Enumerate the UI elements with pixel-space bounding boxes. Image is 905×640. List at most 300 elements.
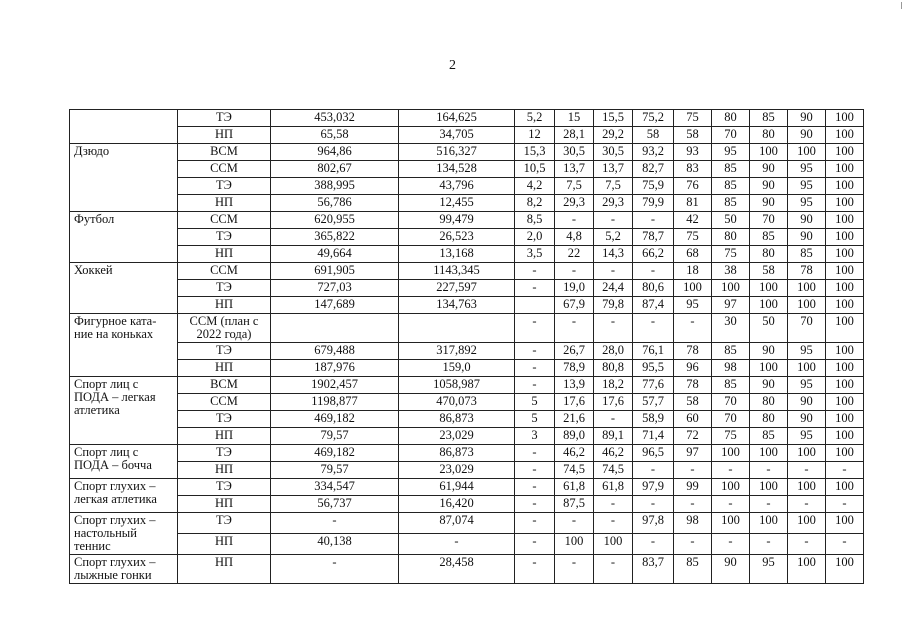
value-cell: 19,0	[555, 280, 594, 297]
value-cell: 28,1	[555, 127, 594, 144]
value-cell: 100	[826, 263, 864, 280]
value-cell: 28,0	[594, 343, 633, 360]
value-cell: 13,7	[594, 161, 633, 178]
value-cell: 89,0	[555, 428, 594, 445]
value-cell: 90	[750, 178, 788, 195]
value-cell: 100	[750, 513, 788, 534]
value-cell: 100	[826, 195, 864, 212]
value-cell: 75	[712, 428, 750, 445]
value-cell: 95	[788, 377, 826, 394]
value-cell: 100	[826, 411, 864, 428]
value-cell: 100	[826, 280, 864, 297]
value-cell: 79,9	[633, 195, 674, 212]
value-cell: 159,0	[399, 360, 515, 377]
value-cell: 46,2	[555, 445, 594, 462]
value-cell: 100	[594, 534, 633, 555]
value-cell: 100	[826, 229, 864, 246]
value-cell: 80	[750, 246, 788, 263]
value-cell: 8,5	[515, 212, 555, 229]
table-row	[70, 127, 864, 144]
value-cell: 100	[788, 280, 826, 297]
value-cell: 100	[788, 360, 826, 377]
value-cell: 26,7	[555, 343, 594, 360]
value-cell: 14,3	[594, 246, 633, 263]
value-cell: 1058,987	[399, 377, 515, 394]
level-cell: ТЭ	[178, 229, 271, 246]
value-cell: 30	[712, 314, 750, 343]
scan-edge-mark	[901, 2, 902, 9]
level-cell: ССМ	[178, 263, 271, 280]
value-cell: 100	[712, 445, 750, 462]
value-cell: 90	[712, 555, 750, 584]
value-cell: -	[788, 534, 826, 555]
value-cell: 1143,345	[399, 263, 515, 280]
value-cell: 187,976	[271, 360, 399, 377]
value-cell: 95,5	[633, 360, 674, 377]
value-cell: 100	[826, 479, 864, 496]
value-cell: 50	[750, 314, 788, 343]
value-cell: 100	[826, 377, 864, 394]
table-row	[70, 513, 864, 534]
value-cell: 100	[788, 144, 826, 161]
value-cell: 79,8	[594, 297, 633, 314]
value-cell: 802,67	[271, 161, 399, 178]
sport-name-cell: Спорт глухих – легкая атлетика	[70, 479, 178, 513]
value-cell: -	[515, 377, 555, 394]
value-cell: 77,6	[633, 377, 674, 394]
value-cell: 691,905	[271, 263, 399, 280]
value-cell: 99,479	[399, 212, 515, 229]
value-cell: 16,420	[399, 496, 515, 513]
value-cell: 76,1	[633, 343, 674, 360]
value-cell: 86,873	[399, 445, 515, 462]
value-cell: 82,7	[633, 161, 674, 178]
value-cell: 75,2	[633, 110, 674, 127]
value-cell: 78	[674, 343, 712, 360]
value-cell: 12	[515, 127, 555, 144]
value-cell: 72	[674, 428, 712, 445]
value-cell: 15,5	[594, 110, 633, 127]
value-cell: 100	[826, 144, 864, 161]
table-row	[70, 496, 864, 513]
value-cell: 100	[788, 513, 826, 534]
table-row	[70, 555, 864, 584]
value-cell: -	[712, 534, 750, 555]
value-cell: 2,0	[515, 229, 555, 246]
value-cell: 85	[712, 178, 750, 195]
value-cell: 470,073	[399, 394, 515, 411]
value-cell: 42	[674, 212, 712, 229]
value-cell: 90	[750, 161, 788, 178]
value-cell: 90	[788, 229, 826, 246]
level-cell: НП	[178, 195, 271, 212]
table-row	[70, 428, 864, 445]
level-cell: НП	[178, 428, 271, 445]
value-cell: 100	[826, 178, 864, 195]
value-cell: 100	[826, 246, 864, 263]
value-cell: 18	[674, 263, 712, 280]
value-cell: 86,873	[399, 411, 515, 428]
value-cell: 43,796	[399, 178, 515, 195]
value-cell: 79,57	[271, 428, 399, 445]
value-cell: 317,892	[399, 343, 515, 360]
value-cell: 100	[750, 297, 788, 314]
value-cell: -	[515, 513, 555, 534]
value-cell: 57,7	[633, 394, 674, 411]
value-cell: -	[594, 555, 633, 584]
value-cell: 85	[750, 229, 788, 246]
value-cell: -	[515, 445, 555, 462]
value-cell: 100	[826, 428, 864, 445]
value-cell: 56,737	[271, 496, 399, 513]
value-cell: 58	[674, 127, 712, 144]
level-cell: ССМ	[178, 161, 271, 178]
value-cell: -	[555, 314, 594, 343]
value-cell: 7,5	[555, 178, 594, 195]
value-cell: 90	[750, 195, 788, 212]
value-cell: -	[594, 212, 633, 229]
value-cell: 46,2	[594, 445, 633, 462]
value-cell: 78,9	[555, 360, 594, 377]
value-cell: -	[515, 343, 555, 360]
value-cell: 75	[712, 246, 750, 263]
data-table	[69, 109, 864, 584]
value-cell: 83,7	[633, 555, 674, 584]
level-cell: НП	[178, 534, 271, 555]
value-cell: 95	[788, 428, 826, 445]
value-cell: 100	[750, 479, 788, 496]
level-cell: ТЭ	[178, 445, 271, 462]
value-cell: 100	[750, 144, 788, 161]
value-cell: 90	[788, 127, 826, 144]
level-cell: ТЭ	[178, 280, 271, 297]
value-cell: 74,5	[555, 462, 594, 479]
sport-name-cell: Спорт глухих – настольный теннис	[70, 513, 178, 555]
value-cell: 95	[750, 555, 788, 584]
value-cell: 29,3	[594, 195, 633, 212]
value-cell: -	[633, 212, 674, 229]
value-cell: -	[712, 462, 750, 479]
value-cell: 727,03	[271, 280, 399, 297]
value-cell: 469,182	[271, 445, 399, 462]
value-cell: 85	[712, 161, 750, 178]
value-cell: 85	[674, 555, 712, 584]
value-cell: 90	[788, 411, 826, 428]
value-cell: 85	[750, 428, 788, 445]
value-cell: -	[826, 462, 864, 479]
value-cell: 60	[674, 411, 712, 428]
value-cell: 90	[788, 394, 826, 411]
table-row	[70, 263, 864, 280]
value-cell: 8,2	[515, 195, 555, 212]
value-cell: -	[515, 263, 555, 280]
value-cell: 4,8	[555, 229, 594, 246]
value-cell: 70	[788, 314, 826, 343]
value-cell: 61,8	[555, 479, 594, 496]
value-cell: 5	[515, 411, 555, 428]
sport-name-cell: Дзюдо	[70, 144, 178, 212]
value-cell: 13,9	[555, 377, 594, 394]
value-cell: 74,5	[594, 462, 633, 479]
value-cell: 334,547	[271, 479, 399, 496]
value-cell: 24,4	[594, 280, 633, 297]
value-cell: -	[788, 496, 826, 513]
value-cell: 97,9	[633, 479, 674, 496]
value-cell: 80	[750, 394, 788, 411]
value-cell: 100	[826, 110, 864, 127]
value-cell: 87,5	[555, 496, 594, 513]
value-cell: 95	[788, 195, 826, 212]
value-cell: -	[555, 555, 594, 584]
value-cell: 12,455	[399, 195, 515, 212]
value-cell: 95	[788, 161, 826, 178]
value-cell: 98	[712, 360, 750, 377]
value-cell: 98	[674, 513, 712, 534]
value-cell: -	[515, 314, 555, 343]
level-cell: НП	[178, 555, 271, 584]
value-cell: 3	[515, 428, 555, 445]
value-cell: 61,8	[594, 479, 633, 496]
value-cell: -	[750, 462, 788, 479]
value-cell: 100	[826, 297, 864, 314]
table-row	[70, 479, 864, 496]
value-cell: 75	[674, 229, 712, 246]
value-cell: 100	[826, 555, 864, 584]
value-cell: -	[674, 496, 712, 513]
value-cell: 30,5	[555, 144, 594, 161]
level-cell: НП	[178, 297, 271, 314]
value-cell: 58,9	[633, 411, 674, 428]
value-cell: -	[515, 534, 555, 555]
level-cell: НП	[178, 127, 271, 144]
value-cell: 85	[712, 195, 750, 212]
level-cell: ТЭ	[178, 110, 271, 127]
value-cell: 80	[750, 127, 788, 144]
value-cell: 90	[788, 110, 826, 127]
value-cell: 100	[826, 212, 864, 229]
value-cell: 80	[712, 229, 750, 246]
value-cell: 469,182	[271, 411, 399, 428]
value-cell: 100	[826, 161, 864, 178]
value-cell: 22	[555, 246, 594, 263]
value-cell: 95	[788, 178, 826, 195]
value-cell: -	[674, 314, 712, 343]
value-cell: 15,3	[515, 144, 555, 161]
value-cell: 58	[750, 263, 788, 280]
value-cell: 1902,457	[271, 377, 399, 394]
value-cell: 227,597	[399, 280, 515, 297]
sport-name-cell: Хоккей	[70, 263, 178, 314]
value-cell: 65,58	[271, 127, 399, 144]
value-cell: 99	[674, 479, 712, 496]
value-cell: -	[515, 479, 555, 496]
table-row	[70, 110, 864, 127]
value-cell: 21,6	[555, 411, 594, 428]
level-cell: НП	[178, 496, 271, 513]
value-cell: 100	[750, 445, 788, 462]
value-cell: 58	[633, 127, 674, 144]
value-cell: -	[515, 280, 555, 297]
value-cell: 13,168	[399, 246, 515, 263]
value-cell: 620,955	[271, 212, 399, 229]
sport-name-cell: Спорт лиц с ПОДА – бочча	[70, 445, 178, 479]
value-cell: 95	[788, 343, 826, 360]
value-cell: 38	[712, 263, 750, 280]
value-cell: -	[594, 513, 633, 534]
value-cell: 75	[674, 110, 712, 127]
value-cell: 79,57	[271, 462, 399, 479]
value-cell: 100	[826, 314, 864, 343]
value-cell: 85	[712, 377, 750, 394]
value-cell: 5,2	[594, 229, 633, 246]
value-cell: 58	[674, 394, 712, 411]
value-cell: 68	[674, 246, 712, 263]
value-cell: 70	[712, 411, 750, 428]
value-cell: 100	[826, 513, 864, 534]
level-cell: ТЭ	[178, 178, 271, 195]
value-cell: 100	[674, 280, 712, 297]
value-cell: -	[788, 462, 826, 479]
table-row	[70, 314, 864, 343]
value-cell: 78,7	[633, 229, 674, 246]
value-cell: -	[555, 212, 594, 229]
value-cell: 85	[712, 343, 750, 360]
value-cell: -	[399, 534, 515, 555]
value-cell: 71,4	[633, 428, 674, 445]
value-cell: -	[674, 534, 712, 555]
page-number: 2	[449, 58, 456, 73]
value-cell: 80	[750, 411, 788, 428]
level-cell: НП	[178, 360, 271, 377]
value-cell: -	[750, 534, 788, 555]
value-cell: 23,029	[399, 428, 515, 445]
value-cell: 61,944	[399, 479, 515, 496]
value-cell: 10,5	[515, 161, 555, 178]
value-cell: -	[594, 496, 633, 513]
table-row	[70, 144, 864, 161]
value-cell: 5	[515, 394, 555, 411]
value-cell: 17,6	[555, 394, 594, 411]
value-cell: 28,458	[399, 555, 515, 584]
value-cell: 80	[712, 110, 750, 127]
value-cell: 87,4	[633, 297, 674, 314]
value-cell: 83	[674, 161, 712, 178]
value-cell: 75,9	[633, 178, 674, 195]
value-cell: -	[594, 263, 633, 280]
level-cell: ТЭ	[178, 513, 271, 534]
value-cell: 100	[788, 297, 826, 314]
value-cell: 100	[712, 513, 750, 534]
value-cell: 453,032	[271, 110, 399, 127]
value-cell: 516,327	[399, 144, 515, 161]
value-cell: -	[271, 513, 399, 534]
value-cell: 78	[788, 263, 826, 280]
value-cell: -	[555, 263, 594, 280]
value-cell: -	[515, 360, 555, 377]
value-cell: 76	[674, 178, 712, 195]
value-cell: 26,523	[399, 229, 515, 246]
value-cell: 100	[826, 445, 864, 462]
value-cell: 23,029	[399, 462, 515, 479]
table-row	[70, 462, 864, 479]
value-cell: 5,2	[515, 110, 555, 127]
value-cell: 90	[750, 377, 788, 394]
value-cell: 100	[555, 534, 594, 555]
value-cell: 85	[750, 110, 788, 127]
value-cell: 70	[750, 212, 788, 229]
sport-name-cell: Спорт глухих – лыжные гонки	[70, 555, 178, 584]
value-cell: 29,3	[555, 195, 594, 212]
value-cell: 87,074	[399, 513, 515, 534]
value-cell: 7,5	[594, 178, 633, 195]
table-row	[70, 229, 864, 246]
value-cell: 100	[788, 479, 826, 496]
value-cell: 100	[712, 479, 750, 496]
sport-name-cell	[70, 110, 178, 144]
value-cell: -	[826, 534, 864, 555]
value-cell: -	[594, 314, 633, 343]
value-cell: 100	[788, 445, 826, 462]
value-cell: 18,2	[594, 377, 633, 394]
value-cell: -	[712, 496, 750, 513]
value-cell: 964,86	[271, 144, 399, 161]
level-cell: ССМ	[178, 212, 271, 229]
value-cell: -	[750, 496, 788, 513]
value-cell: 29,2	[594, 127, 633, 144]
value-cell: 100	[750, 360, 788, 377]
level-cell: ВСМ	[178, 144, 271, 161]
value-cell: 96,5	[633, 445, 674, 462]
table-row	[70, 534, 864, 555]
value-cell: 679,488	[271, 343, 399, 360]
value-cell: 3,5	[515, 246, 555, 263]
table-row	[70, 411, 864, 428]
value-cell: -	[555, 513, 594, 534]
value-cell: -	[633, 534, 674, 555]
value-cell: 67,9	[555, 297, 594, 314]
value-cell: -	[674, 462, 712, 479]
value-cell: 93	[674, 144, 712, 161]
value-cell: 97,8	[633, 513, 674, 534]
level-cell: ССМ (план с 2022 года)	[178, 314, 271, 343]
sport-name-cell: Футбол	[70, 212, 178, 263]
value-cell: 85	[788, 246, 826, 263]
value-cell: 100	[712, 280, 750, 297]
value-cell: 164,625	[399, 110, 515, 127]
value-cell: 89,1	[594, 428, 633, 445]
value-cell: 93,2	[633, 144, 674, 161]
value-cell: 100	[826, 360, 864, 377]
value-cell: 90	[750, 343, 788, 360]
value-cell: 90	[788, 212, 826, 229]
value-cell: -	[826, 496, 864, 513]
table-row	[70, 394, 864, 411]
sport-name-cell: Фигурное ката-ние на коньках	[70, 314, 178, 377]
value-cell: -	[594, 411, 633, 428]
table-row	[70, 343, 864, 360]
value-cell: 15	[555, 110, 594, 127]
value-cell: 17,6	[594, 394, 633, 411]
value-cell: 80,6	[633, 280, 674, 297]
level-cell: НП	[178, 462, 271, 479]
table-row	[70, 445, 864, 462]
table-row	[70, 360, 864, 377]
value-cell: 96	[674, 360, 712, 377]
value-cell: -	[515, 555, 555, 584]
value-cell	[515, 297, 555, 314]
table-row	[70, 212, 864, 229]
value-cell: 100	[788, 555, 826, 584]
